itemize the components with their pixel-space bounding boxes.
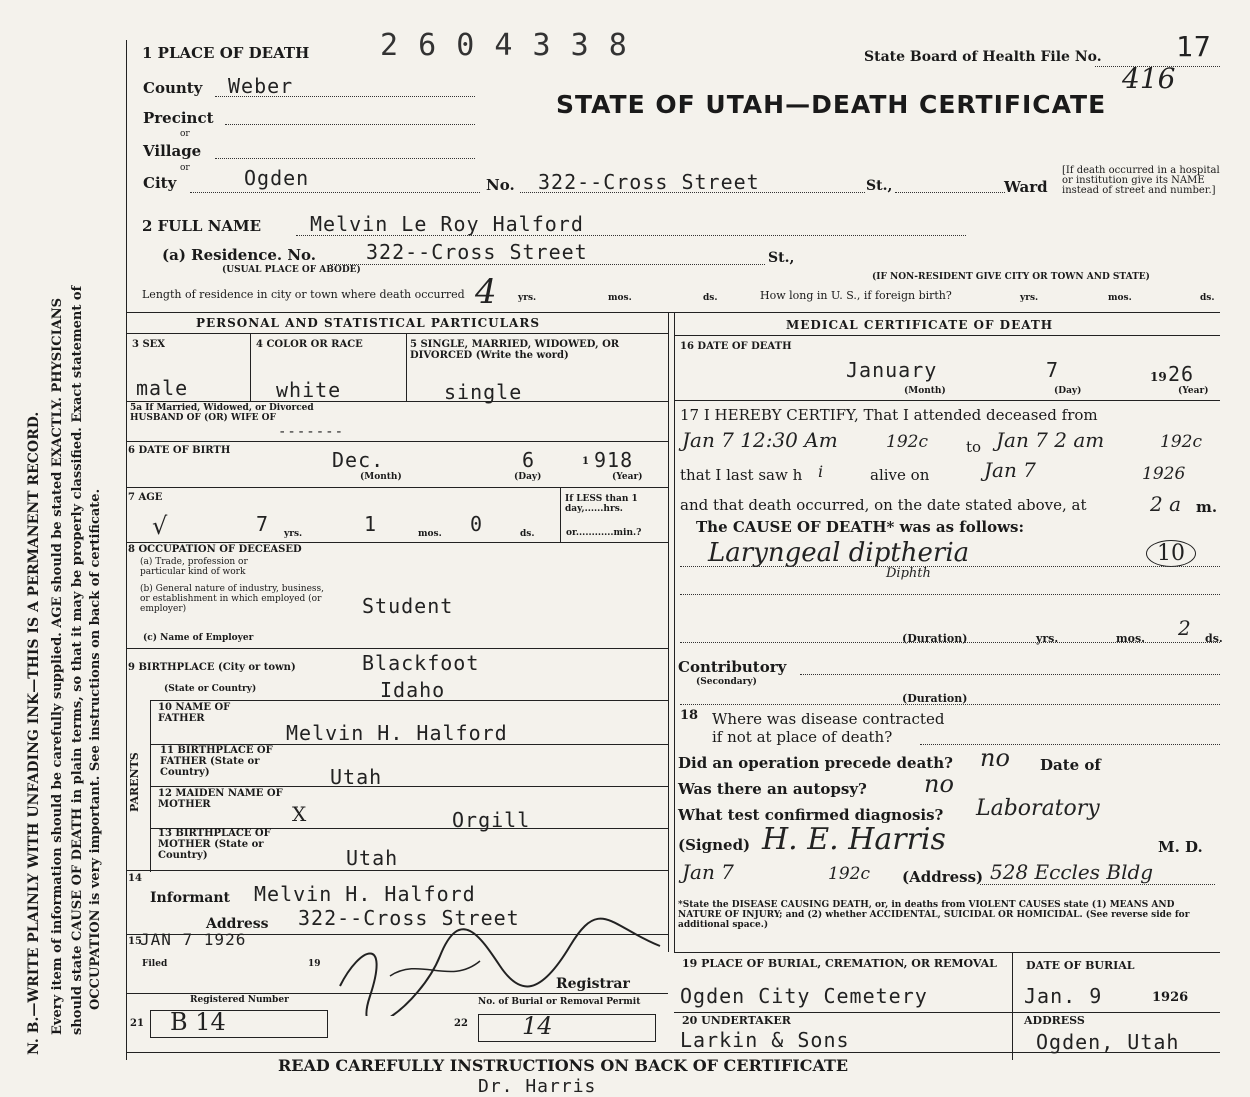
cause-intro: The CAUSE OF DEATH* was as follows: — [696, 518, 1025, 536]
death-occurred-label: and that death occurred, on the date stated above, at — [680, 496, 1087, 514]
last-saw-label: that I last saw h — [680, 466, 803, 484]
if-less-label: If LESS than 1 day,......hrs. — [565, 494, 638, 514]
dob-day-cap: (Day) — [514, 472, 542, 482]
md-label: M. D. — [1158, 838, 1203, 856]
contributory-label: Contributory — [678, 658, 787, 676]
physician-address-label: (Address) — [902, 868, 984, 886]
dob-year: 918 — [594, 448, 634, 472]
death-day: 7 — [1046, 358, 1060, 382]
length-years-value: 4 — [475, 272, 497, 312]
place-of-death-label: 1 PLACE OF DEATH — [142, 44, 310, 62]
cause-code: 10 — [1146, 540, 1196, 567]
birthplace-state: Idaho — [380, 678, 446, 702]
us-label: How long in U. S., if foreign birth? — [760, 289, 952, 302]
death-street-value: 322--Cross Street — [538, 170, 760, 194]
nonresident-note: (IF NON-RESIDENT GIVE CITY OR TOWN AND STATE) — [872, 272, 1150, 282]
informant-value: Melvin H. Halford — [254, 882, 476, 906]
last-saw-blank: i — [818, 462, 824, 481]
undertaker-address-label: ADDRESS — [1024, 1014, 1085, 1027]
death-day-cap: (Day) — [1054, 386, 1082, 396]
birthplace-city: Blackfoot — [362, 651, 480, 675]
us-ds-cap: ds. — [1200, 293, 1215, 303]
burial-permit-label: No. of Burial or Removal Permit — [478, 997, 641, 1007]
registered-number-label: Registered Number — [190, 995, 289, 1005]
registrar-label: Registrar — [556, 976, 630, 992]
street-no-label: No. — [486, 176, 515, 194]
occupation-a-label: (a) Trade, profession or particular kind of work — [140, 557, 248, 577]
file-no-label: State Board of Health File No. — [864, 49, 1102, 65]
undertaker-label: 20 UNDERTAKER — [682, 1014, 791, 1027]
filed-date-stamp: JAN 7 1926 — [140, 930, 247, 949]
attended-from: Jan 7 12:30 Am — [682, 428, 838, 452]
autopsy-question: Was there an autopsy? — [678, 780, 867, 798]
marital-label: 5 SINGLE, MARRIED, WIDOWED, OR DIVORCED (Write the word) — [410, 339, 620, 361]
burial-permit-value: 14 — [522, 1012, 553, 1040]
length-ds-cap: ds. — [703, 293, 718, 303]
attended-19b: 192c — [1160, 432, 1202, 452]
item-22: 22 — [454, 1018, 468, 1029]
marital-value: single — [444, 380, 523, 404]
sex-value: male — [136, 376, 189, 400]
death-year-prefix: 19 — [1150, 370, 1167, 384]
mother-label: 12 MAIDEN NAME OF MOTHER — [158, 788, 283, 810]
full-name-value: Melvin Le Roy Halford — [310, 212, 584, 236]
certify-line: 17 I HEREBY CERTIFY, That I attended deceased from — [680, 406, 1098, 424]
if-not-label: if not at place of death? — [712, 728, 893, 746]
cause-footnote: *State the DISEASE CAUSING DEATH, or, in deaths from VIOLENT CAUSES state (1) MEANS AND NATURE OF INJURY; and (2) whether ACCIDENTAL, SUICIDAL OR HOMICIDAL. (See reverse side for additional space.) — [678, 900, 1190, 930]
length-label: Length of residence in city or town where death occurred — [142, 288, 465, 301]
item-15: 15 — [128, 936, 142, 947]
cause-of-death-value: Laryngeal diptheria — [708, 538, 970, 568]
file-no-handwritten: 416 — [1122, 62, 1176, 95]
attended-to: Jan 7 2 am — [996, 428, 1105, 452]
signed-label: (Signed) — [678, 836, 751, 854]
residence-label: (a) Residence. No. — [162, 246, 317, 264]
or-label-1: or — [180, 129, 190, 139]
file-no-value: 17 — [1176, 30, 1212, 63]
or-label-2: or — [180, 163, 190, 173]
spouse-value: ------- — [278, 424, 345, 440]
informant-address-value: 322--Cross Street — [298, 906, 520, 930]
father-label: 10 NAME OF FATHER — [158, 702, 231, 724]
birthplace-state-label: (State or Country) — [164, 684, 257, 694]
operation-value: no — [980, 744, 1010, 772]
dob-month-cap: (Month) — [360, 472, 402, 482]
city-value: Ogden — [244, 166, 310, 190]
m-label: m. — [1196, 498, 1218, 516]
county-value: Weber — [228, 74, 294, 98]
item-21: 21 — [130, 1018, 144, 1029]
physician-address-value: 528 Eccles Bldg — [990, 860, 1154, 884]
to-label: to — [966, 438, 982, 456]
undertaker-address-value: Ogden, Utah — [1036, 1030, 1180, 1054]
city-label: City — [143, 174, 177, 192]
attended-19a: 192c — [886, 432, 928, 452]
death-month: January — [846, 358, 938, 382]
color-value: white — [276, 378, 342, 402]
burial-place-label: 19 PLACE OF BURIAL, CREMATION, OR REMOVAL — [682, 957, 997, 970]
sign-date: Jan 7 — [682, 860, 734, 884]
duration-value: 2 — [1178, 616, 1191, 640]
duration-label: (Duration) — [902, 632, 968, 645]
residence-value: 322--Cross Street — [366, 240, 588, 264]
serial-number: 2 6 0 4 3 3 8 — [380, 28, 628, 63]
sex-label: 3 SEX — [132, 339, 166, 350]
physician-signature: H. E. Harris — [762, 822, 946, 857]
abode-note: (USUAL PLACE OF ABODE) — [222, 265, 361, 275]
precinct-label: Precinct — [143, 109, 214, 127]
burial-date-value: Jan. 9 — [1024, 984, 1103, 1008]
margin-note-2: Every item of information should be carefully supplied. AGE should be stated EXACTLY. PHYSICIANS — [50, 297, 65, 1035]
secondary-label: (Secondary) — [696, 677, 757, 687]
cause-note: Diphth — [886, 566, 931, 581]
employer-label: (c) Name of Employer — [143, 633, 254, 643]
instructions-footer: READ CAREFULLY INSTRUCTIONS ON BACK OF CERTIFICATE — [278, 1056, 849, 1075]
us-yrs-cap: yrs. — [1020, 293, 1039, 303]
color-label: 4 COLOR OR RACE — [256, 339, 363, 350]
father-value: Melvin H. Halford — [286, 721, 508, 745]
death-year-cap: (Year) — [1178, 386, 1209, 396]
burial-place-value: Ogden City Cemetery — [680, 984, 928, 1008]
dob-month: Dec. — [332, 448, 385, 472]
duration2-label: (Duration) — [902, 692, 968, 705]
county-label: County — [143, 79, 203, 97]
certificate-title: STATE OF UTAH—DEATH CERTIFICATE — [556, 90, 1107, 119]
doctor-note: Dr. Harris — [478, 1076, 597, 1097]
duration-mos-cap: mos. — [1116, 632, 1145, 645]
death-month-cap: (Month) — [904, 386, 946, 396]
burial-date-label: DATE OF BURIAL — [1026, 959, 1135, 972]
last-saw-19: 1926 — [1142, 464, 1186, 484]
spouse-label: 5a If Married, Widowed, or Divorced HUSBAND OF (OR) WIFE OF — [130, 403, 314, 423]
or-min-label: or............min.? — [566, 528, 642, 538]
age-yrs-cap: yrs. — [284, 529, 303, 539]
father-birthplace-label: 11 BIRTHPLACE OF FATHER (State or Country) — [160, 745, 273, 778]
duration-yrs-cap: yrs. — [1036, 632, 1059, 645]
occupation-b-label: (b) General nature of industry, business, or establishment in which employed (or employer) — [140, 584, 325, 614]
age-years: 7 — [256, 512, 270, 536]
occupation-label: 8 OCCUPATION OF DECEASED — [128, 544, 302, 555]
mother-birthplace-value: Utah — [346, 846, 399, 870]
sign-19: 192c — [828, 864, 870, 884]
undertaker-value: Larkin & Sons — [680, 1028, 850, 1052]
father-birthplace-value: Utah — [330, 765, 383, 789]
dob-year-prefix: 1 — [582, 456, 589, 467]
death-year: 26 — [1168, 362, 1195, 386]
filed-19: 19 — [308, 959, 321, 969]
date-of-label: Date of — [1040, 756, 1101, 774]
age-months: 1 — [364, 512, 378, 536]
age-mos-cap: mos. — [418, 529, 442, 539]
full-name-label: 2 FULL NAME — [142, 217, 262, 235]
village-label: Village — [143, 142, 202, 160]
mother-value: Orgill — [452, 808, 531, 832]
dob-year-cap: (Year) — [612, 472, 643, 482]
margin-note-3: should state CAUSE OF DEATH in plain terms, so that it may be properly classified. Exact statement of — [70, 285, 85, 1035]
operation-question: Did an operation precede death? — [678, 754, 953, 772]
filed-label: Filed — [142, 959, 168, 969]
test-value: Laboratory — [976, 796, 1100, 821]
personal-section-label: PERSONAL AND STATISTICAL PARTICULARS — [196, 316, 541, 330]
burial-19: 1926 — [1152, 990, 1189, 1005]
where-contracted: Where was disease contracted — [712, 710, 945, 728]
date-of-death-label: 16 DATE OF DEATH — [680, 341, 792, 352]
dob-label: 6 DATE OF BIRTH — [128, 445, 231, 456]
medical-section-label: MEDICAL CERTIFICATE OF DEATH — [786, 318, 1054, 332]
informant-address-label: Address — [206, 916, 269, 932]
age-label: 7 AGE — [128, 492, 163, 503]
length-mos-cap: mos. — [608, 293, 632, 303]
death-time: 2 a — [1150, 492, 1182, 516]
length-yrs-cap: yrs. — [518, 293, 537, 303]
last-saw-date: Jan 7 — [984, 458, 1036, 482]
informant-label: Informant — [150, 890, 230, 906]
ward-label: Ward — [1004, 178, 1048, 196]
alive-on-label: alive on — [870, 466, 930, 484]
dob-day: 6 — [522, 448, 536, 472]
parents-label: PARENTS — [128, 752, 141, 812]
us-mos-cap: mos. — [1108, 293, 1132, 303]
registered-number-value: B 14 — [170, 1008, 226, 1036]
ward-note: [If death occurred in a hospital or institution give its NAME instead of street and number.] — [1062, 165, 1220, 196]
age-days: 0 — [470, 512, 484, 536]
item-18: 18 — [680, 708, 699, 723]
item-14: 14 — [128, 873, 142, 884]
birthplace-label: 9 BIRTHPLACE (City or town) — [128, 662, 296, 673]
autopsy-value: no — [924, 770, 954, 798]
test-question: What test confirmed diagnosis? — [678, 806, 944, 824]
margin-note-4: OCCUPATION is very important. See instructions on back of certificate. — [88, 488, 103, 1010]
occupation-value: Student — [362, 594, 454, 618]
margin-note-1: N. B.—WRITE PLAINLY WITH UNFADING INK—THIS IS A PERMANENT RECORD. — [26, 411, 42, 1055]
age-check: √ — [152, 512, 168, 540]
street-st-label: St., — [866, 178, 893, 194]
mother-birthplace-label: 13 BIRTHPLACE OF MOTHER (State or Country) — [158, 828, 271, 861]
residence-st-label: St., — [768, 250, 795, 266]
duration-ds-cap: ds. — [1205, 632, 1223, 645]
mother-mark: X — [292, 802, 307, 826]
age-ds-cap: ds. — [520, 529, 535, 539]
